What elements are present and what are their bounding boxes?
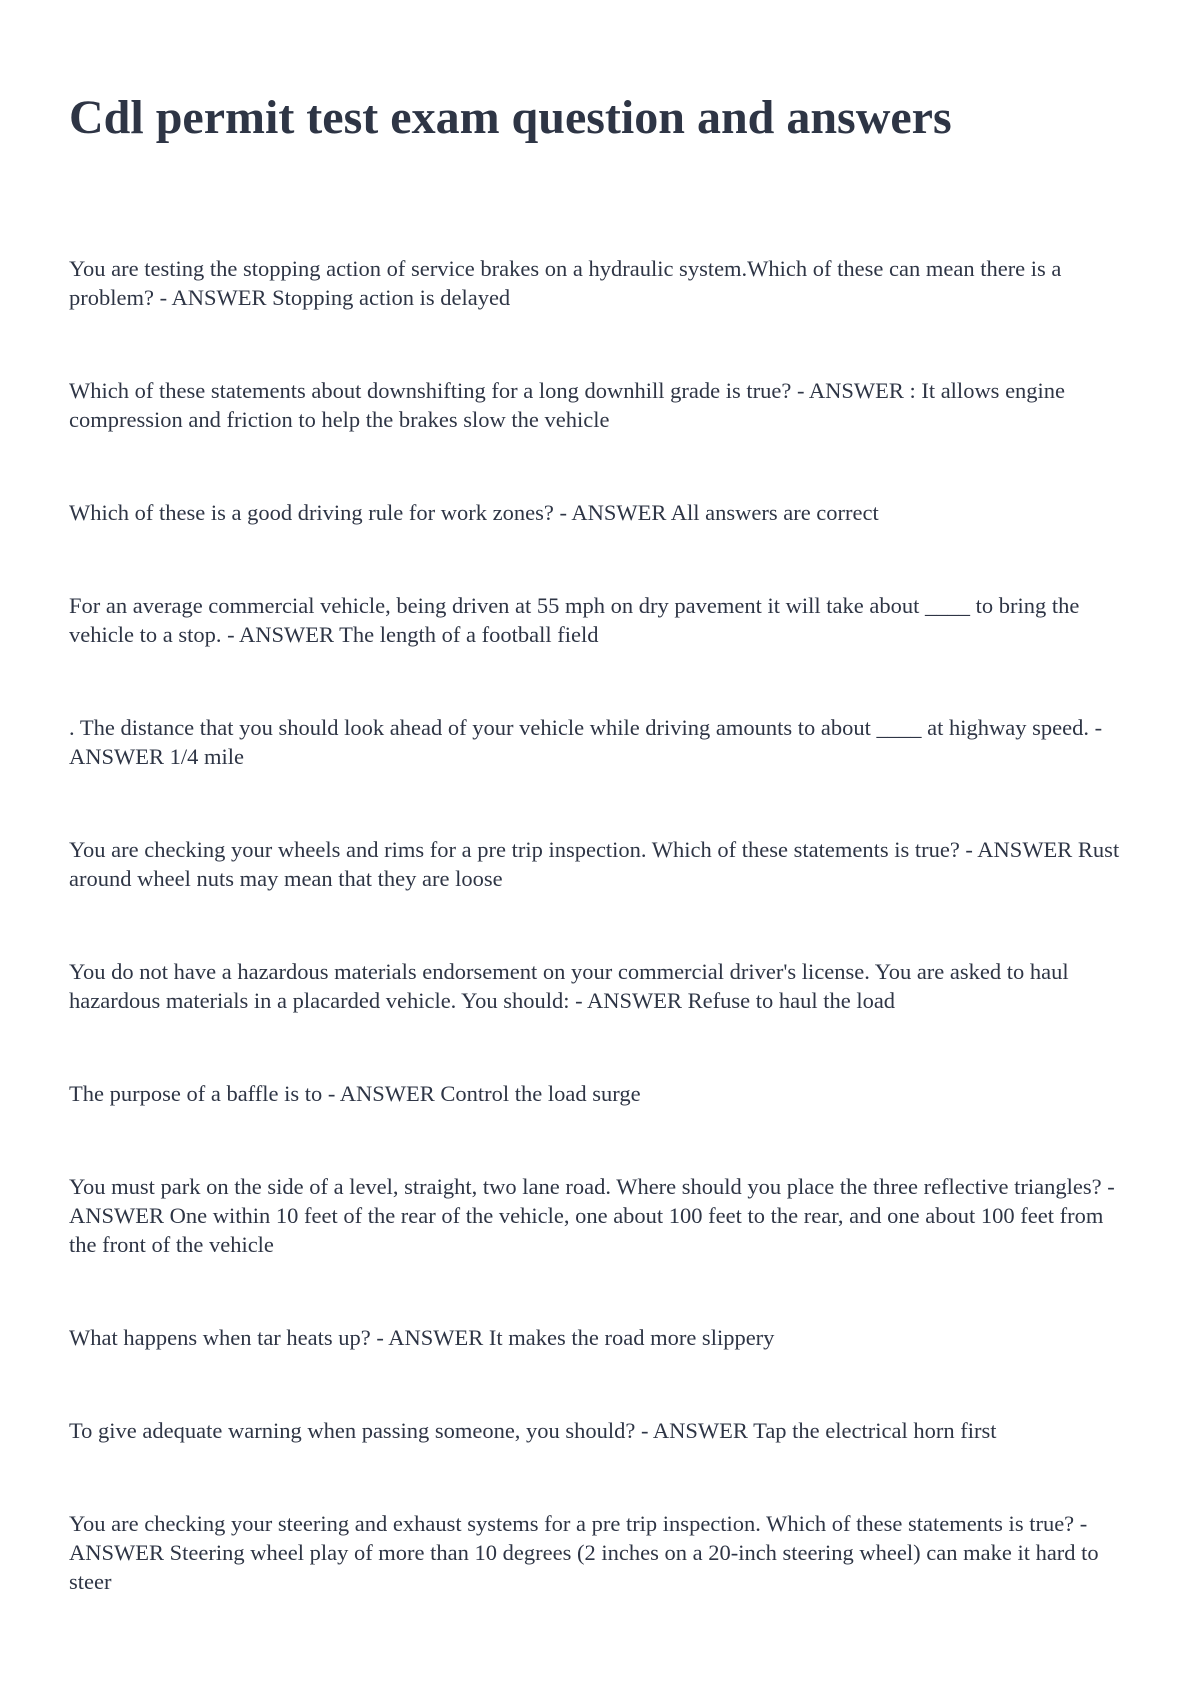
qa-item: For an average commercial vehicle, being driven at 55 mph on dry pavement it will take about ____ to bring the vehicle to a stop. - ANSWER The length of a football field [69,593,1080,647]
qa-item: You are checking your wheels and rims for a pre trip inspection. Which of these statements is true? - ANSWER Rust around wheel nuts may mean that they are loose [69,837,1120,891]
qa-item: You are checking your steering and exhaust systems for a pre trip inspection. Which of these statements is true? - ANSWER Steering wheel play of more than 10 degrees (2 inches on a 20-inch steering wheel) can make it hard to steer [69,1511,1099,1594]
qa-item: You do not have a hazardous materials endorsement on your commercial driver's license. You are asked to haul hazardous materials in a placarded vehicle. You should: - ANSWER Refuse to haul the load [69,959,1069,1013]
qa-item: Which of these statements about downshifting for a long downhill grade is true? - ANSWER : It allows engine compression and friction to help the brakes slow the vehicle [69,378,1066,432]
qa-item: To give adequate warning when passing someone, you should? - ANSWER Tap the electrical horn first [69,1418,997,1443]
qa-item: You are testing the stopping action of service brakes on a hydraulic system.Which of these can mean there is a problem? - ANSWER Stopping action is delayed [69,256,1062,310]
qa-item: What happens when tar heats up? - ANSWER It makes the road more slippery [69,1325,775,1350]
qa-item: The purpose of a baffle is to - ANSWER Control the load surge [69,1081,641,1106]
qa-item: You must park on the side of a level, straight, two lane road. Where should you place the three reflective triangles? - ANSWER One within 10 feet of the rear of the vehicle, one about 100 feet to the rear, and one about 100 feet from the front of the vehicle [69,1174,1115,1257]
document-title: Cdl permit test exam question and answers [69,91,952,144]
qa-item: . The distance that you should look ahead of your vehicle while driving amounts to about ____ at highway speed. - ANSWER 1/4 mile [69,715,1103,769]
question-answer-list [69,254,1129,1660]
qa-item: Which of these is a good driving rule for work zones? - ANSWER All answers are correct [69,500,879,525]
